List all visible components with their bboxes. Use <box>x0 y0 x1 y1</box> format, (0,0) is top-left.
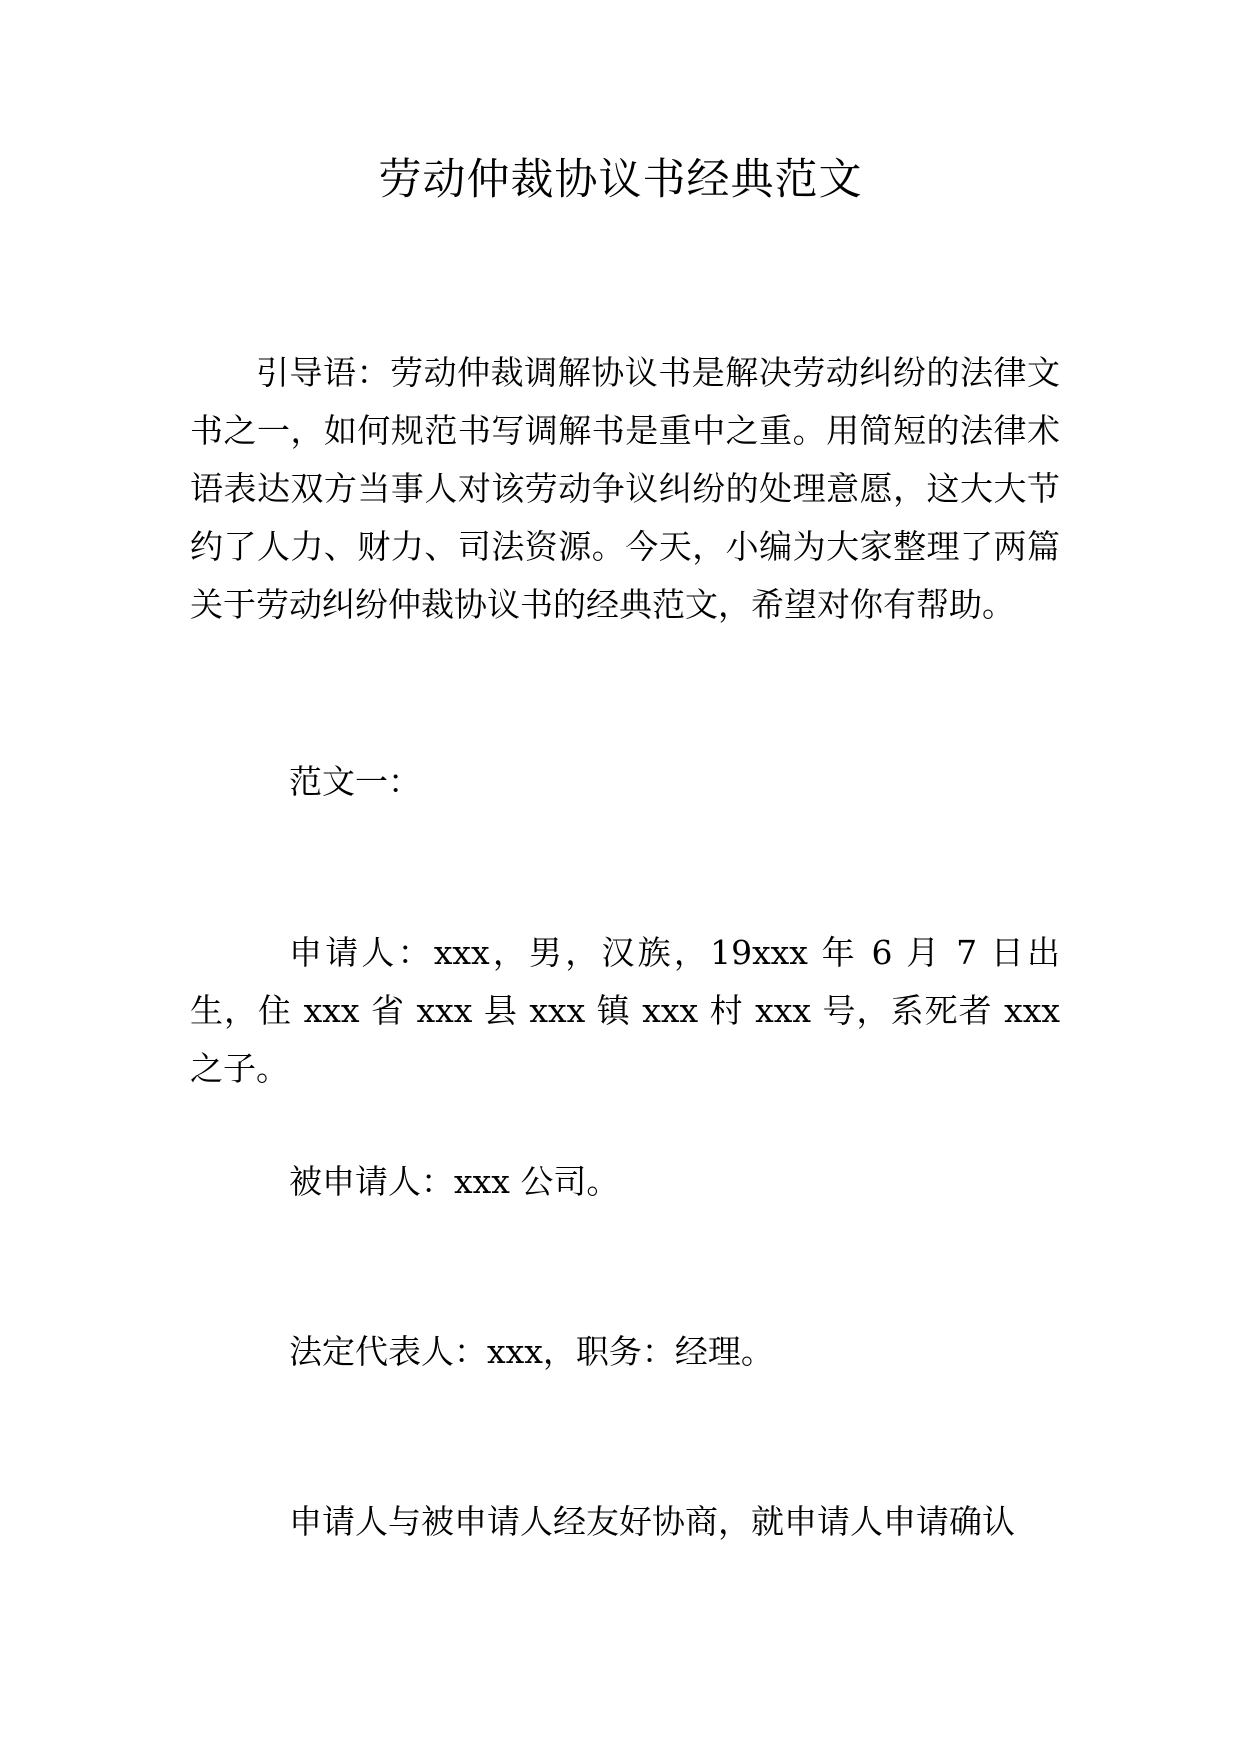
applicant-paragraph: 申请人：xxx，男，汉族，19xxx 年 6 月 7 日出生，住 xxx 省 xxx 县 xxx 镇 xxx 村 xxx 号，系死者 xxx 之子。 <box>190 933 1060 1088</box>
legal-representative-paragraph: 法定代表人：xxx，职务：经理。 <box>289 1332 774 1371</box>
agreement-paragraph: 申请人与被申请人经友好协商，就申请人申请确认 <box>289 1502 1015 1541</box>
sample-heading: 范文一： <box>289 762 421 801</box>
intro-paragraph: 引导语：劳动仲裁调解协议书是解决劳动纠纷的法律文书之一，如何规范书写调解书是重中之重。用简短的法律术语表达双方当事人对该劳动争议纠纷的处理意愿，这大大节约了人力、财力、司法资源。今天，小编为大家整理了两篇关于劳动纠纷仲裁协议书的经典范文，希望对你有帮助。 <box>190 353 1060 624</box>
respondent-paragraph: 被申请人：xxx 公司。 <box>289 1162 620 1201</box>
document-title: 劳动仲裁协议书经典范文 <box>378 155 863 205</box>
